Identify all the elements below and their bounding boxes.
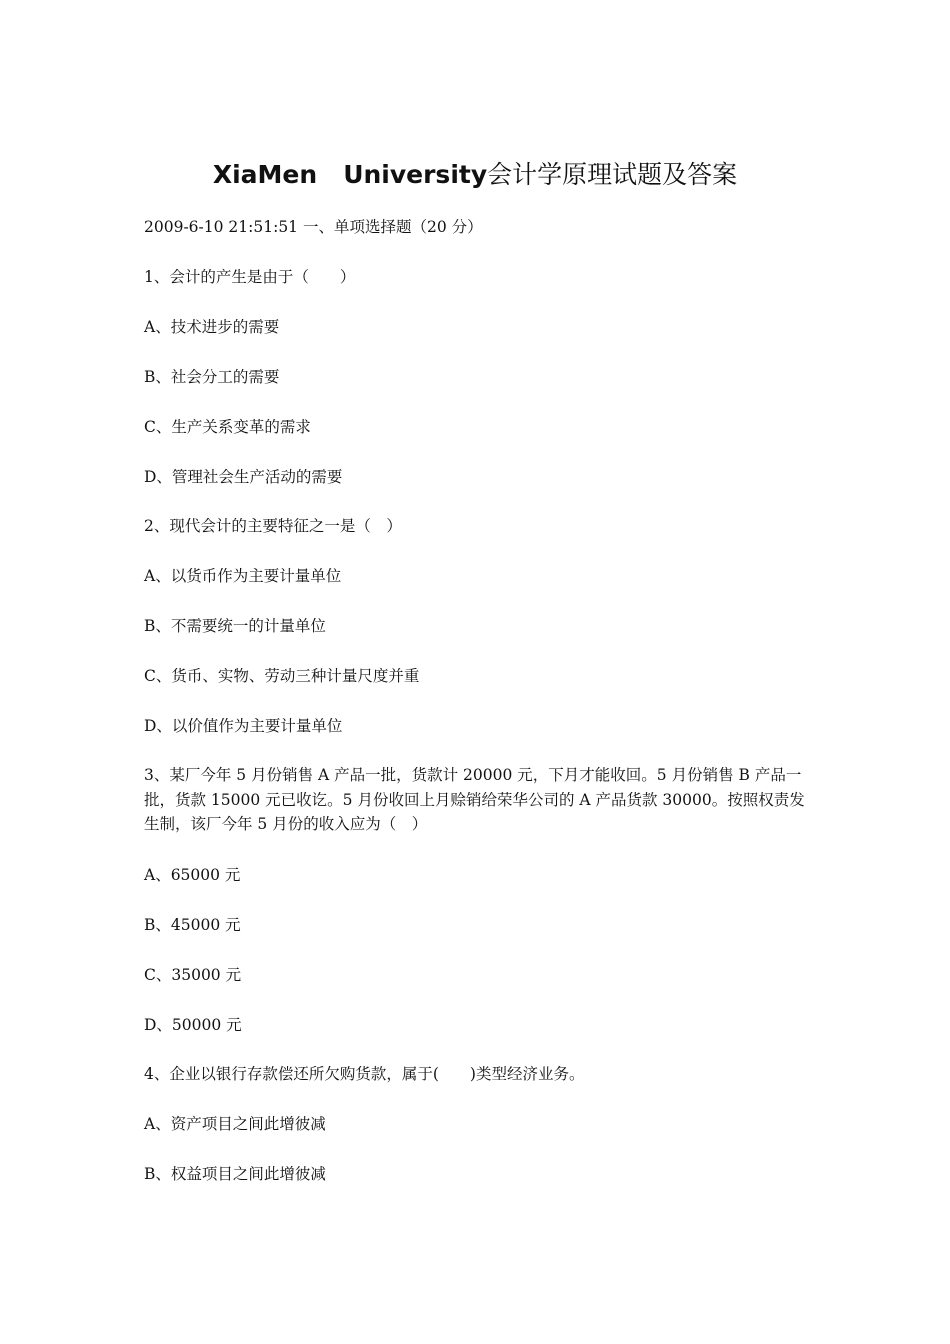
question-4: 4、企业以银行存款偿还所欠购货款，属于( )类型经济业务。 (144, 1065, 585, 1083)
document-title (0, 160, 950, 190)
question-2-option-b: B、不需要统一的计量单位 (144, 617, 326, 635)
question-1: 1、会计的产生是由于（ ） (144, 268, 356, 286)
header-line: 2009-6-10 21:51:51 一、单项选择题（20 分） (144, 218, 483, 236)
question-3: 3、某厂今年 5 月份销售 A 产品一批，货款计 20000 元，下月才能收回。5 月份销售 B 产品一批，货款 15000 元已收讫。5 月份收回上月赊销给荣华公司的 A 产品货款 30000。按照权责发生制，该厂今年 5 月份的收入应为（ ） (144, 766, 805, 833)
title-xiamen: XiaMen (212, 160, 318, 189)
question-4-option-b: B、权益项目之间此增彼减 (144, 1165, 326, 1183)
question-2-option-a: A、以货币作为主要计量单位 (144, 567, 342, 585)
question-4-option-a: A、资产项目之间此增彼减 (144, 1115, 326, 1133)
question-2-option-d: D、以价值作为主要计量单位 (144, 717, 343, 735)
question-3-option-a: A、65000 元 (144, 866, 241, 884)
question-1-option-d: D、管理社会生产活动的需要 (144, 468, 343, 486)
question-2: 2、现代会计的主要特征之一是（ ） (144, 517, 402, 535)
question-1-option-b: B、社会分工的需要 (144, 368, 280, 386)
question-1-option-a: A、技术进步的需要 (144, 318, 280, 336)
title-university: University (343, 160, 488, 189)
question-3-option-b: B、45000 元 (144, 916, 241, 934)
question-1-option-c: C、生产关系变革的需求 (144, 418, 311, 436)
question-3-option-c: C、35000 元 (144, 966, 242, 984)
title-chinese: 会计学原理试题及答案 (487, 160, 738, 189)
question-3-option-d: D、50000 元 (144, 1016, 242, 1034)
question-2-option-c: C、货币、实物、劳动三种计量尺度并重 (144, 667, 420, 685)
